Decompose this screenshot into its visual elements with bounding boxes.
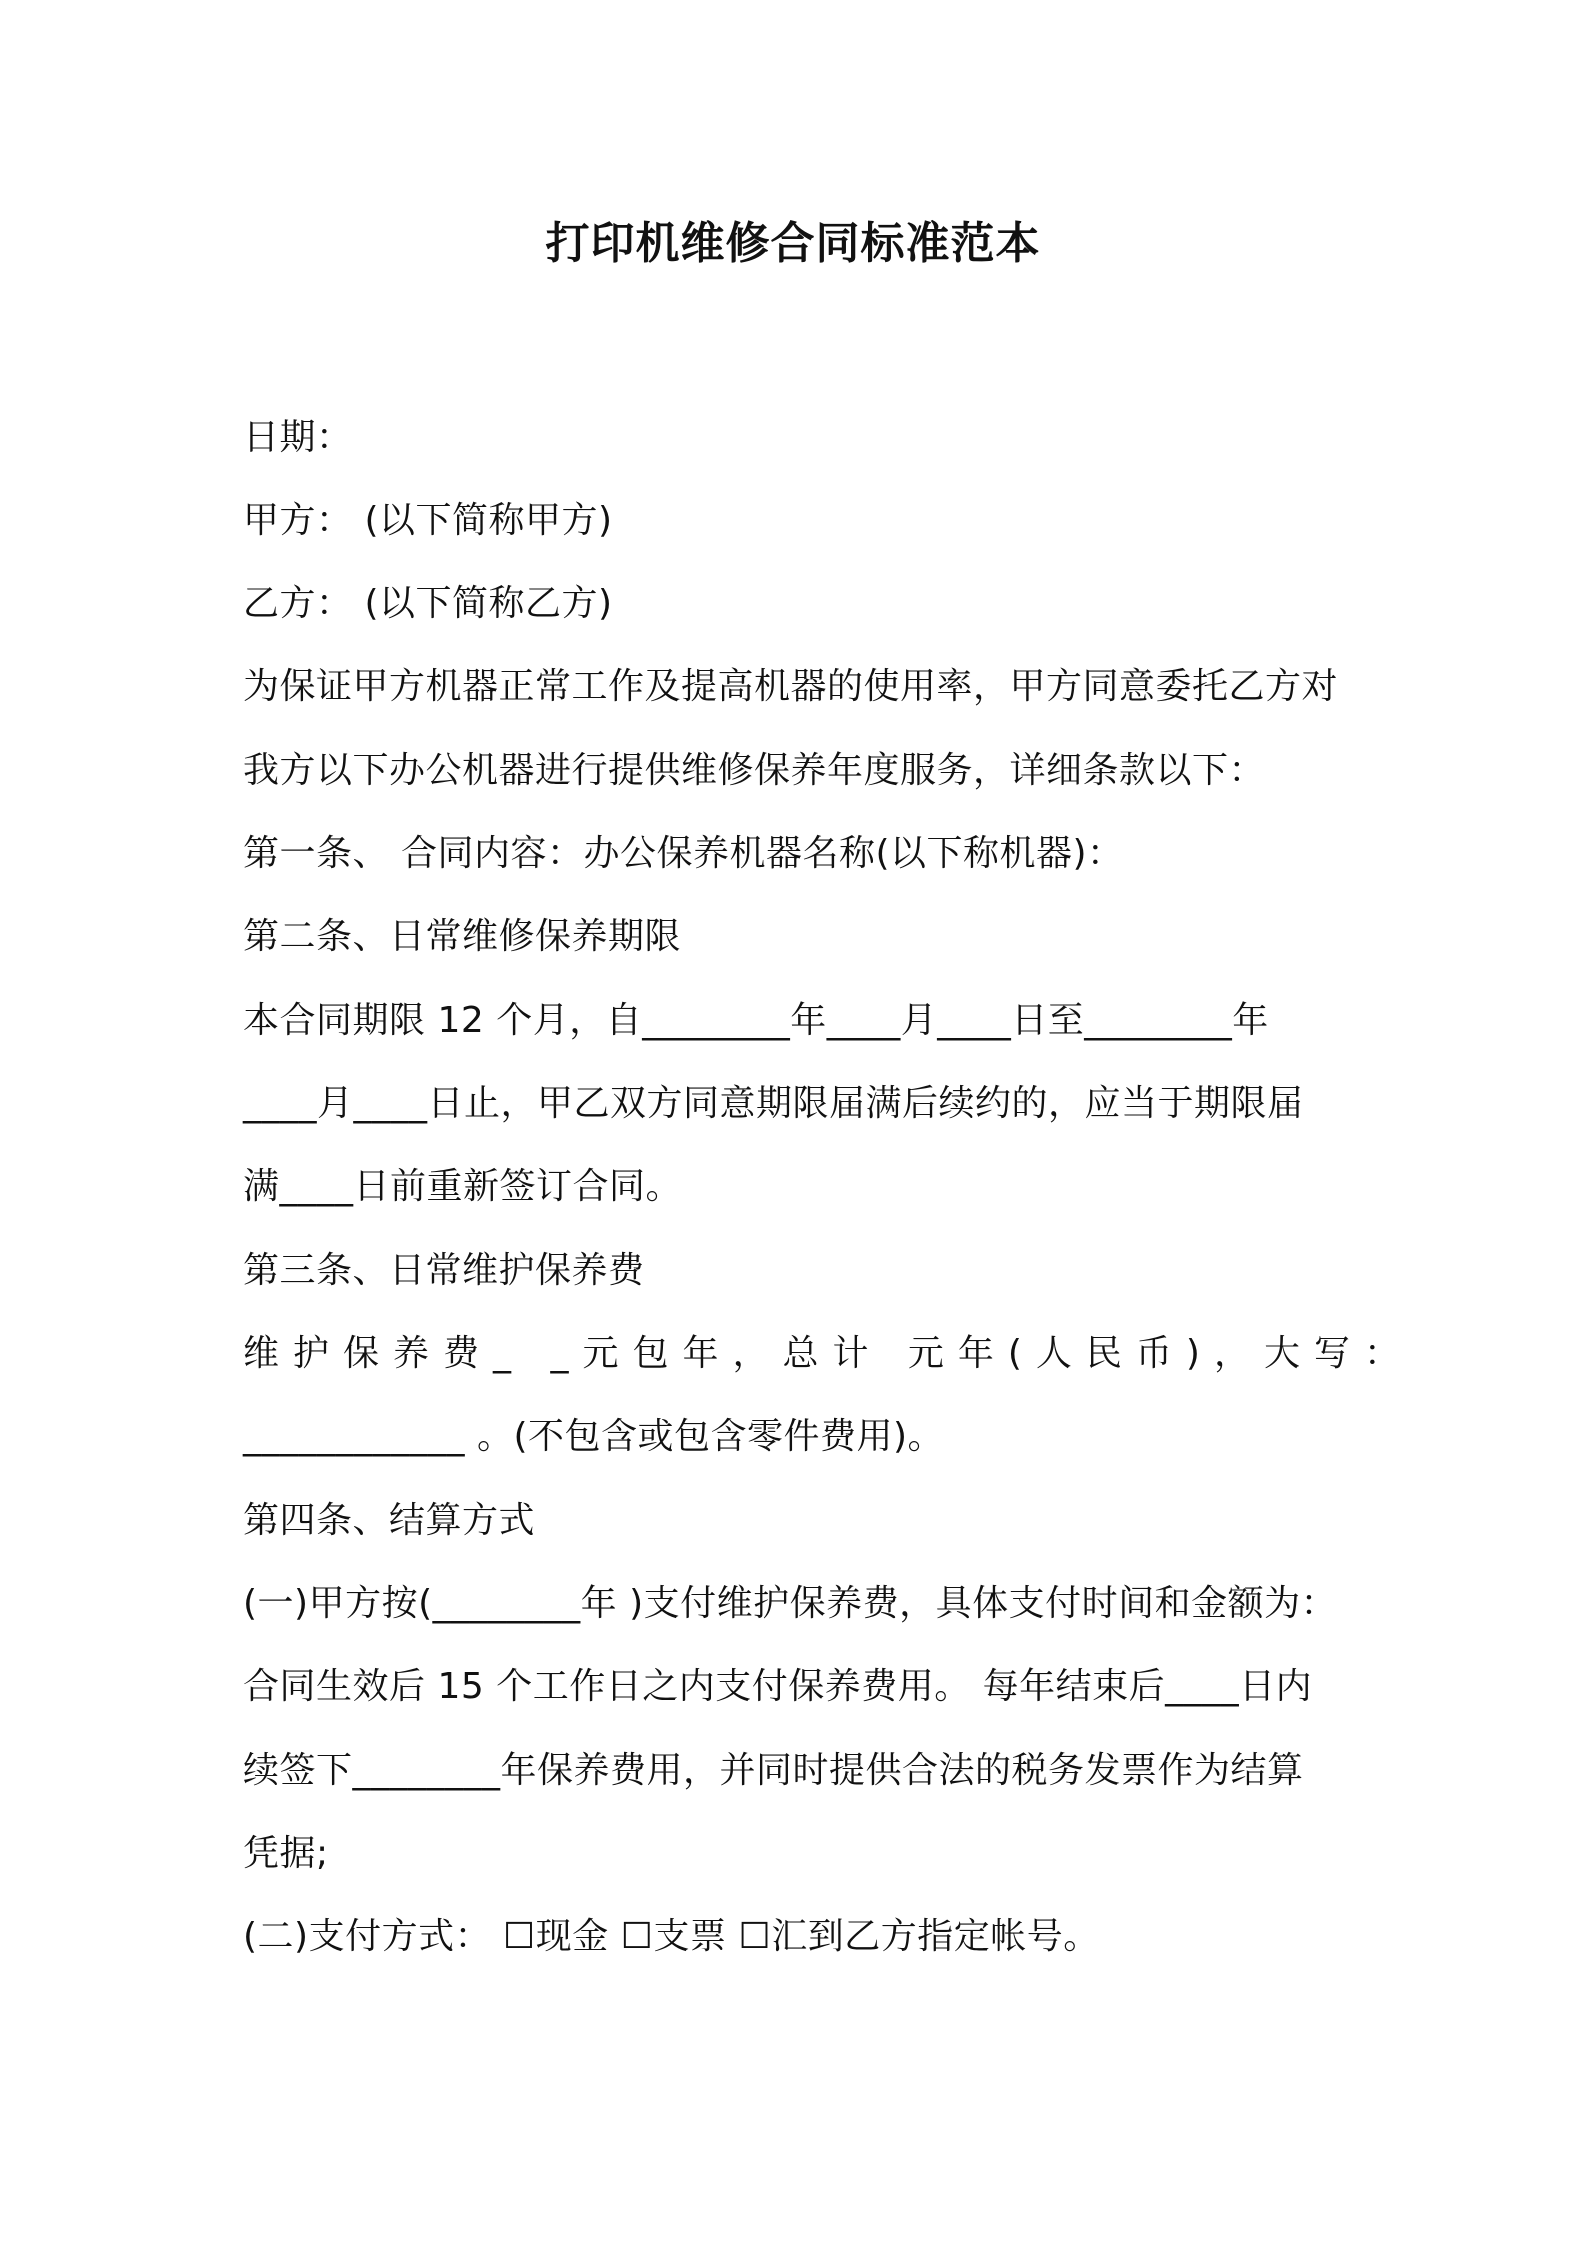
preamble-line-1: 为保证甲方机器正常工作及提高机器的使用率，甲方同意委托乙方对	[243, 666, 1339, 707]
fee-line-2: ____________ 。(不包含或包含零件费用)。	[243, 1416, 945, 1457]
settlement-line-3: 续签下________年保养费用，并同时提供合法的税务发票作为结算	[243, 1750, 1304, 1791]
article-2-heading: 第二条、日常维修保养期限	[243, 916, 682, 957]
party-b-line: 乙方： (以下简称乙方)	[243, 583, 613, 624]
settlement-line-4: 凭据;	[243, 1833, 329, 1874]
party-a-line: 甲方： (以下简称甲方)	[243, 500, 613, 541]
term-line-2: ____月____日止，甲乙双方同意期限届满后续约的，应当于期限届	[243, 1083, 1304, 1124]
article-3-heading: 第三条、日常维护保养费	[243, 1250, 645, 1291]
term-line-1: 本合同期限 12 个月，自________年____月____日至________年	[243, 1000, 1269, 1041]
settlement-line-1: (一)甲方按(________年 )支付维护保养费，具体支付时间和金额为：	[243, 1583, 1338, 1624]
article-4-heading: 第四条、结算方式	[243, 1500, 536, 1541]
article-1-heading: 第一条、 合同内容：办公保养机器名称(以下称机器)：	[243, 833, 1124, 874]
fee-line-1: 维护保养费_ _元包年，总计 元年(人民币)，大写：	[243, 1333, 1414, 1374]
term-line-3: 满____日前重新签订合同。	[243, 1166, 683, 1207]
settlement-line-2: 合同生效后 15 个工作日之内支付保养费用。 每年结束后____日内	[243, 1666, 1313, 1707]
date-line: 日期：	[243, 417, 353, 458]
payment-method-line: (二)支付方式： ☐现金 ☐支票 ☐汇到乙方指定帐号。	[243, 1916, 1100, 1957]
preamble-line-2: 我方以下办公机器进行提供维修保养年度服务，详细条款以下：	[243, 750, 1266, 791]
document-title: 打印机维修合同标准范本	[545, 218, 1041, 269]
